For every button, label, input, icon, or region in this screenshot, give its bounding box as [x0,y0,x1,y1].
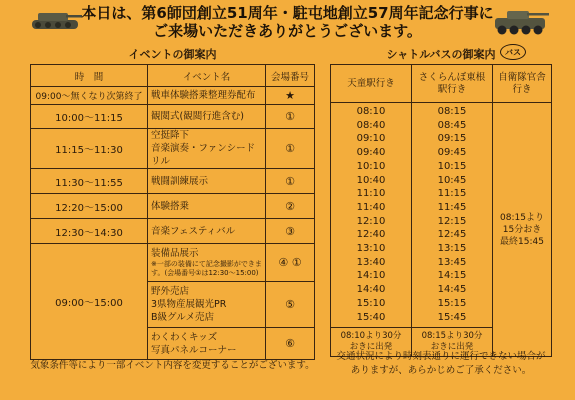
table-row [31,129,315,169]
departure-time: 11:45 [437,201,467,213]
departure-time: 13:10 [356,243,386,255]
events-title: イベントの御案内 [128,48,217,61]
events-table [30,64,315,360]
gsdf-line: 15分おき [502,224,542,235]
event-time: 09:00～15:00 [31,244,148,360]
departure-time: 12:10 [356,215,386,227]
event-line: 野外売店 [151,286,190,297]
departure-time: 15:40 [356,311,386,323]
event-line: わくわくキッズ [151,331,218,343]
events-footer-note: 気象条件等により一部イベント内容を変更することがございます。 [30,360,315,371]
departure-time: 08:15 [437,106,467,117]
departure-time: 10:10 [356,160,386,172]
bus-icon: バス [500,44,526,60]
event-line: 装備品展示 [151,248,199,259]
col-higashine-header: さくらんぼ東根駅行き [412,65,493,103]
event-venue: ⑤ [266,282,315,328]
event-line: B級グルメ売店 [151,312,214,323]
footnote-line: 08:15より30分 [421,331,483,341]
footnote-line: おきに出発 [430,342,474,352]
shuttle-table [330,64,552,357]
footer-line: ありますが、あらかじめご了承ください。 [350,365,532,376]
col-event-header: イベント名 [148,65,266,87]
event-venue: ④ ① [266,244,315,282]
event-name [148,282,266,328]
tendo-times [331,103,412,328]
table-row [31,244,315,282]
departure-time: 15:45 [437,311,467,323]
event-venue: ① [266,105,315,129]
shuttle-title: シャトルバスの御案内 [386,48,496,61]
event-time: 10:00～11:15 [31,105,148,129]
table-row [31,219,315,244]
event-time: 09:00～無くなり次第終了 [31,87,148,105]
departure-time: 08:40 [356,119,386,131]
table-row [31,105,315,129]
page-header [0,4,575,42]
gsdf-line: 最終15:45 [500,236,544,247]
event-name: 音楽フェスティバル [148,219,266,244]
table-row [31,87,315,105]
col-gsdf-header: 自衛隊官舎行き [493,65,552,103]
col-time-header: 時 間 [31,65,148,87]
event-name: 観閲式(観閲行進含む) [148,105,266,129]
departure-time: 12:15 [437,215,467,227]
footnote-line: おきに出発 [349,342,393,352]
higashine-times [412,103,493,328]
departure-time: 14:45 [437,284,467,296]
departure-time: 09:40 [356,147,386,159]
departure-time: 15:15 [437,297,467,309]
event-line: 3県物産展観光PR [151,299,227,310]
event-line: 空挺降下 [151,130,190,141]
departure-time: 11:10 [356,188,386,200]
departure-time: 14:10 [356,270,386,282]
event-line: 音楽演奏・ファンシードリル [151,143,256,167]
event-time: 11:30～11:55 [31,169,148,194]
gsdf-times [493,103,552,357]
gsdf-line: 08:15より [500,212,544,223]
event-name [148,244,266,282]
event-venue: ① [266,129,315,169]
event-name [148,328,266,360]
shuttle-times-row [331,103,552,328]
departure-time: 09:15 [437,133,467,145]
departure-time: 14:40 [356,284,386,296]
departure-time: 12:40 [356,229,386,241]
event-venue: ⑥ [266,328,315,360]
event-name: 体験搭乗 [148,194,266,219]
departure-time: 13:45 [437,256,467,268]
event-line: 写真パネルコーナー [151,344,237,356]
event-note: ※一部の装備にて記念撮影ができます。(会場番号①は12:30～15:00) [151,260,262,277]
event-name: 戦車体験搭乗整理券配布 [148,87,266,105]
shuttle-header-row [331,65,552,103]
event-venue: ③ [266,219,315,244]
event-time: 12:20～15:00 [31,194,148,219]
event-venue: ★ [266,87,315,105]
departure-time: 11:15 [437,188,467,200]
departure-time: 13:40 [356,256,386,268]
shuttle-footer-note [330,350,552,378]
departure-time: 10:15 [437,160,467,172]
departure-time: 10:45 [437,174,467,186]
event-venue: ② [266,194,315,219]
event-venue: ① [266,169,315,194]
table-row [31,194,315,219]
event-time: 12:30～14:30 [31,219,148,244]
col-tendo-header: 天童駅行き [331,65,412,103]
event-name: 戦闘訓練展示 [148,169,266,194]
departure-time: 09:10 [356,133,386,145]
footnote-line: 08:10より30分 [340,331,402,341]
departure-time: 08:10 [356,106,386,117]
departure-time: 10:40 [356,174,386,186]
header-line-1: 本日は、第6師団創立51周年・駐屯地創立57周年記念行事に [81,4,494,22]
departure-time: 15:10 [356,297,386,309]
header-line-2: ご来場いただきありがとうございます。 [153,22,422,40]
events-header-row [31,65,315,87]
departure-time: 08:45 [437,119,467,131]
departure-time: 09:45 [437,147,467,159]
departure-time: 11:40 [356,201,386,213]
departure-time: 12:45 [437,229,467,241]
event-name [148,129,266,169]
table-row [31,169,315,194]
departure-time: 13:15 [437,243,467,255]
departure-time: 14:15 [437,270,467,282]
col-venue-header: 会場番号 [266,65,315,87]
event-time: 11:15～11:30 [31,129,148,169]
footer-line: 交通状況により時刻表通りに運行できない場合が [336,351,546,362]
